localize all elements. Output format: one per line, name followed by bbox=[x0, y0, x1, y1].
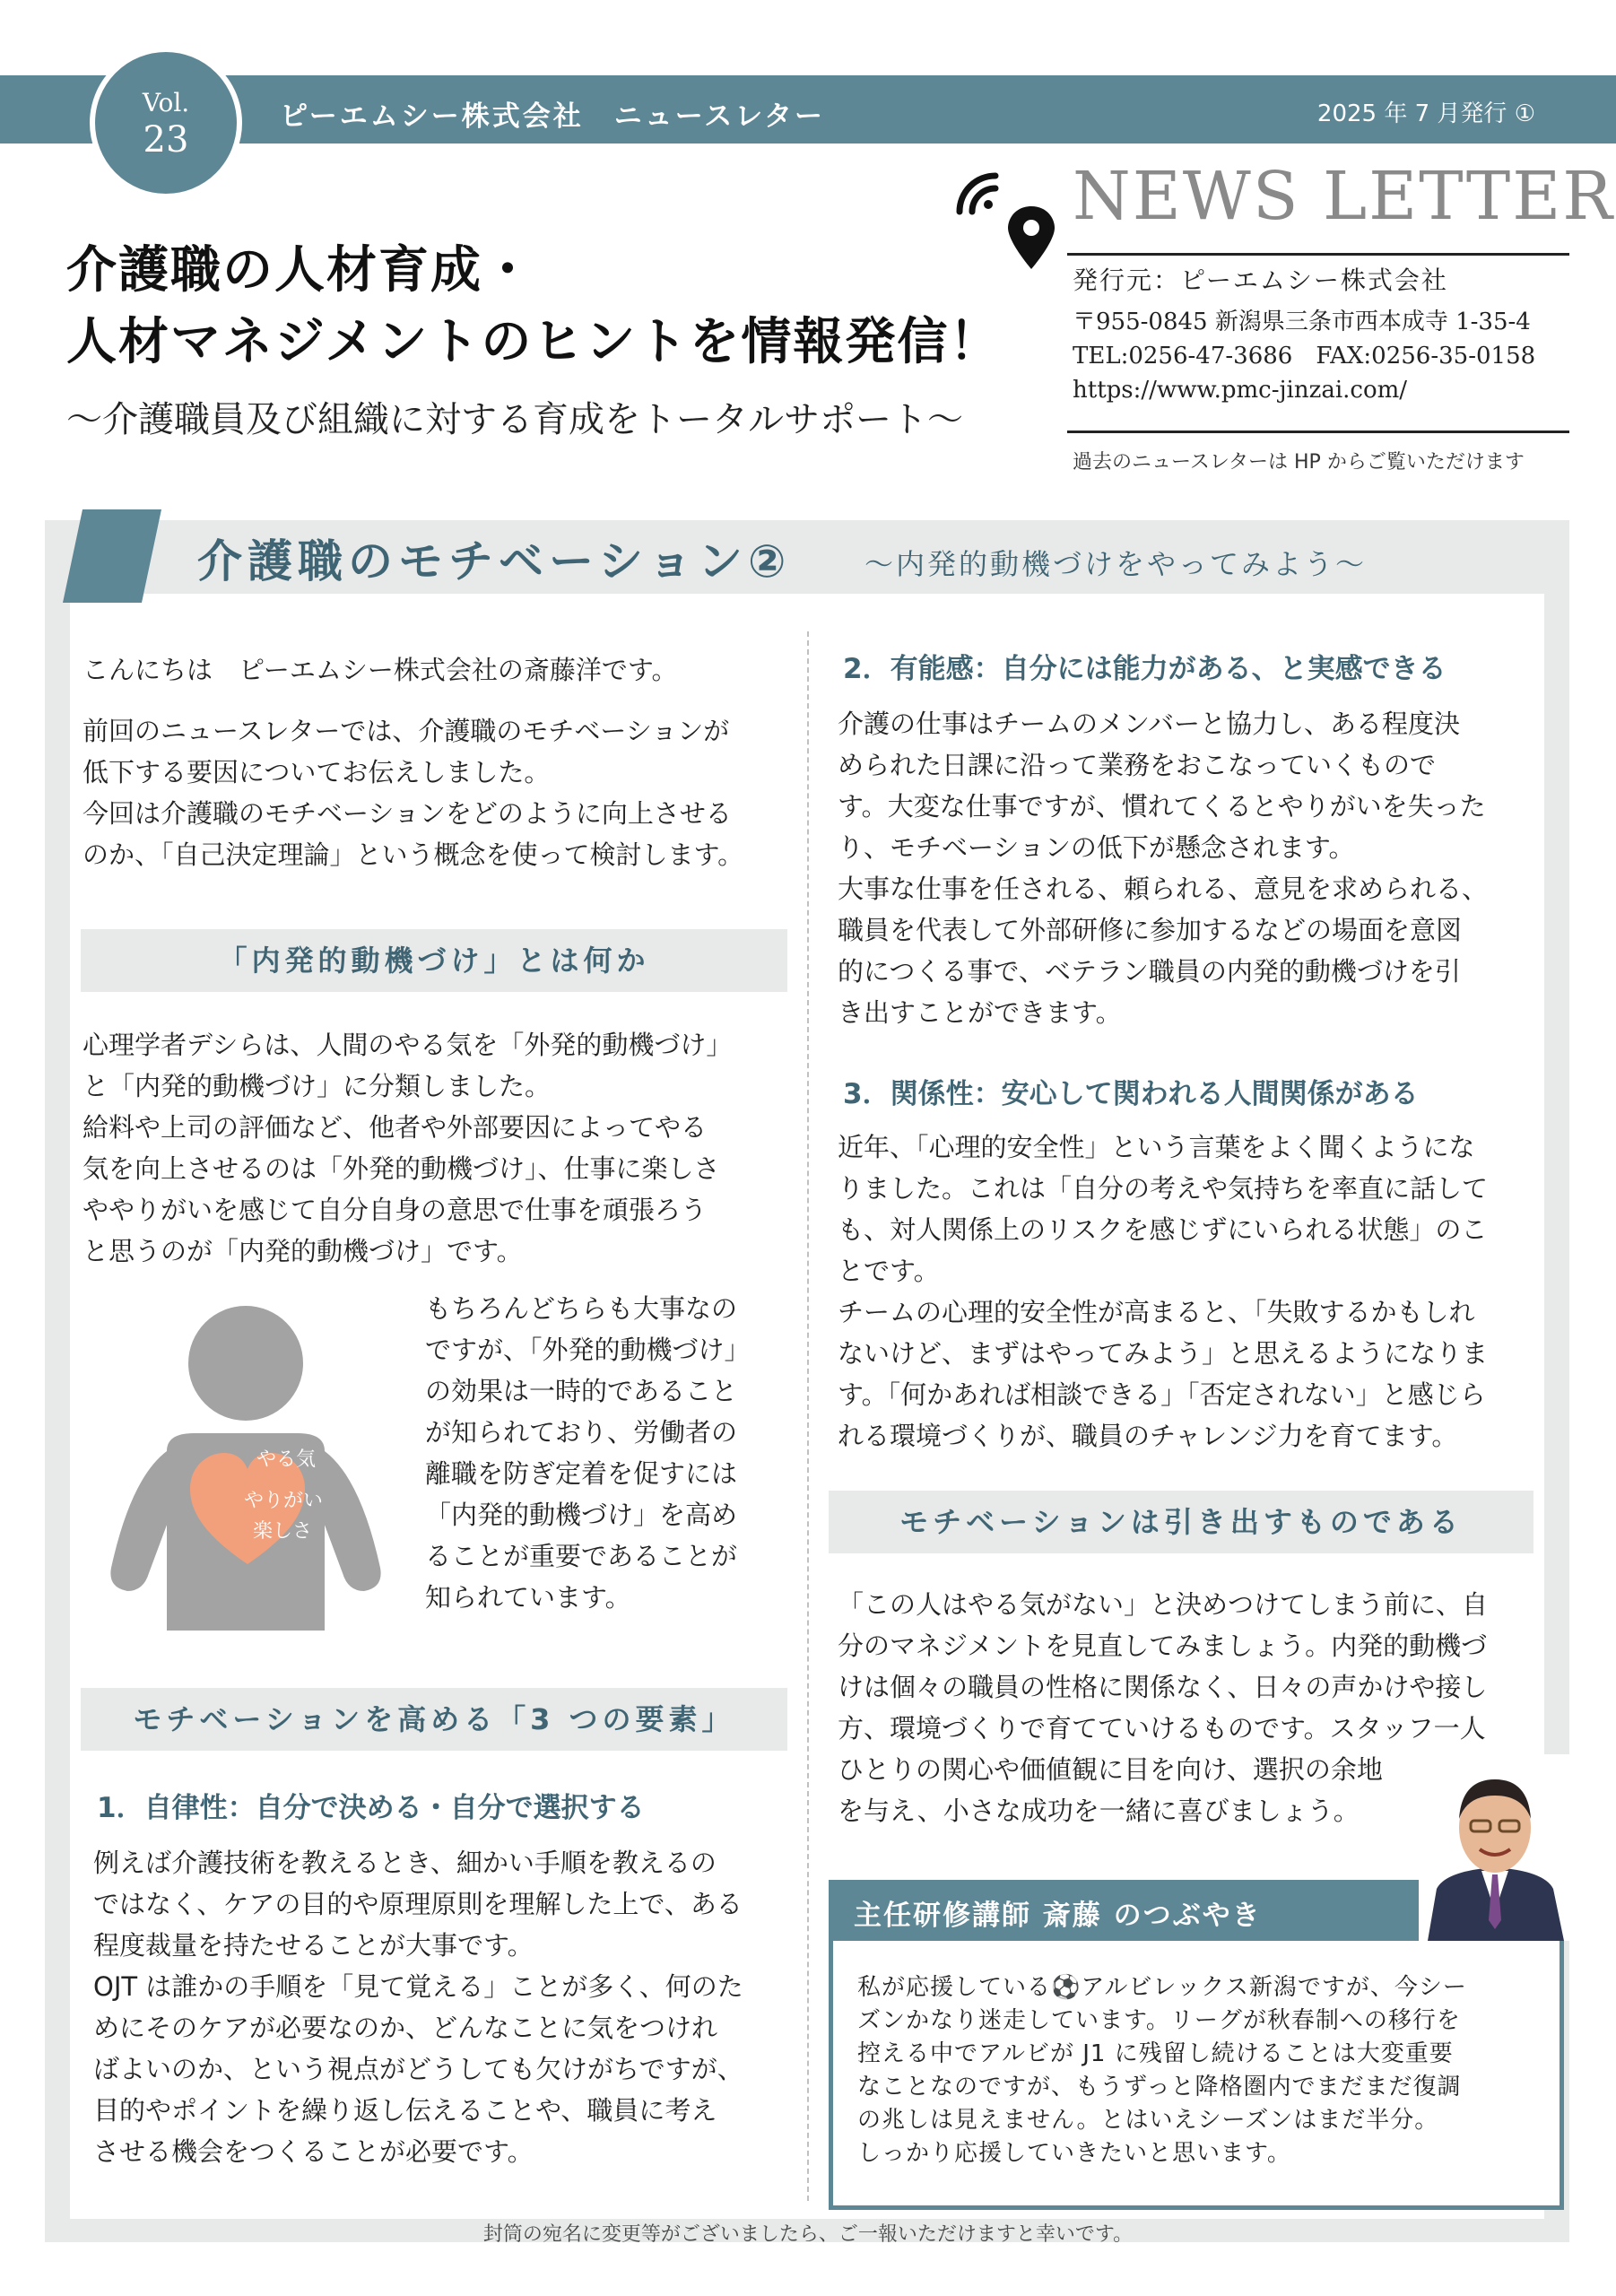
text-line: ひとりの関心や価値観に目を向け、選択の余地 bbox=[838, 1754, 1383, 1785]
intro-paragraph bbox=[83, 710, 743, 875]
greeting bbox=[83, 649, 678, 691]
text-line: す。「何かあれば相談できる」「否定されない」と感じら bbox=[838, 1379, 1486, 1410]
column-divider bbox=[807, 631, 809, 2201]
text-line: 目的やポイントを繰り返し伝えることや、職員に考え bbox=[93, 2095, 717, 2126]
text-line: もちろんどちらも大事なの bbox=[425, 1293, 738, 1324]
draw-out-paragraph bbox=[838, 1584, 1488, 1831]
text-line: が知られており、労働者の bbox=[425, 1417, 738, 1448]
publisher-address: 〒955-0845 新潟県三条市西本成寺 1-35-4 bbox=[1073, 309, 1531, 335]
text-line: 知られています。 bbox=[425, 1582, 631, 1613]
footer-note: 封筒の宛名に変更等がございましたら、ご一報いただけますと幸いです。 bbox=[482, 2223, 1134, 2246]
text-line: 離職を防ぎ定着を促すには bbox=[425, 1458, 738, 1489]
text-line: チームの心理的安全性が高まると、「失敗するかもしれ bbox=[838, 1297, 1475, 1327]
text-line: しっかり応援していきたいと思います。 bbox=[857, 2140, 1291, 2167]
issue-date: 2025 年 7 月発行 ① bbox=[1316, 100, 1535, 127]
greeting-text: こんにちは ピーエムシー株式会社の斎藤洋です。 bbox=[83, 655, 678, 685]
text-line: 例えば介護技術を教えるとき、細かい手順を教えるの bbox=[93, 1848, 717, 1878]
volume-label: Vol. bbox=[142, 88, 190, 117]
tweet-text bbox=[857, 1971, 1467, 2170]
text-line: 「内発的動機づけ」を高め bbox=[425, 1500, 738, 1530]
text-line: ではなく、ケアの目的や原理原則を理解した上で、ある bbox=[93, 1889, 743, 1919]
publisher-phone-fax: TEL:0256-47-3686 FAX:0256-35-0158 bbox=[1073, 343, 1536, 370]
text-line: とです。 bbox=[838, 1256, 940, 1286]
person-heart-illustration bbox=[104, 1299, 391, 1631]
subheadline: ～介護職員及び組織に対する育成をトータルサポート～ bbox=[66, 399, 963, 440]
text-line: す。大変な仕事ですが、慣れてくるとやりがいを失った bbox=[838, 791, 1486, 822]
point-1-heading: 1．自律性：自分で決める・自分で選択する bbox=[97, 1792, 645, 1824]
headline-line-2: 人材マネジメントのヒントを情報発信！ bbox=[66, 313, 1002, 371]
text-line: 程度裁量を持たせることが大事です。 bbox=[93, 1930, 534, 1961]
text-line: OJT は誰かの手順を「見て覚える」ことが多く、何のた bbox=[93, 1971, 743, 2002]
text-line: も、対人関係上のリスクを感じずにいられる状態」のこ bbox=[838, 1214, 1488, 1245]
text-line: なことなのですが、もうずっと降格圏内でまだまだ復調 bbox=[857, 2074, 1462, 2100]
heart-label: やりがい bbox=[244, 1490, 324, 1512]
text-line: ることが重要であることが bbox=[425, 1541, 738, 1571]
text-line: められた日課に沿って業務をおこなっていくもので bbox=[838, 750, 1437, 780]
company-newsletter-title: ピーエムシー株式会社 ニュースレター bbox=[280, 100, 825, 133]
publisher-name: 発行元：ピーエムシー株式会社 bbox=[1073, 265, 1448, 295]
text-line: き出すことができます。 bbox=[838, 997, 1122, 1028]
text-line: 職員を代表して外部研修に参加するなどの場面を意図 bbox=[838, 915, 1463, 945]
publisher-rule-top bbox=[1067, 253, 1569, 256]
section-subtitle: ～内発的動機づけをやってみよう～ bbox=[864, 547, 1368, 581]
text-line: と「内発的動機づけ」に分類しました。 bbox=[83, 1071, 552, 1101]
intrinsic-paragraph bbox=[83, 1024, 732, 1272]
text-line: 給料や上司の評価など、他者や外部要因によってやる bbox=[83, 1112, 708, 1143]
text-line: 近年、「心理的安全性」という言葉をよく聞くようにな bbox=[838, 1132, 1475, 1162]
text-line: ばよいのか、という視点がどうしても欠けがちですが、 bbox=[93, 2054, 743, 2084]
publisher-info bbox=[1073, 264, 1535, 407]
figure-side-paragraph bbox=[425, 1288, 751, 1618]
text-line: 心理学者デシらは、人間のやる気を「外発的動機づけ」 bbox=[83, 1030, 733, 1060]
text-line: の兆しは見えません。とはいえシーズンはまだ半分。 bbox=[857, 2107, 1439, 2134]
text-line: 方、環境づくりで育てていけるものです。スタッフ一人 bbox=[838, 1713, 1486, 1744]
past-issues-note: 過去のニュースレターは HP からご覧いただけます bbox=[1073, 451, 1525, 474]
text-line: 分のマネジメントを見直してみましょう。内発的動機づ bbox=[838, 1631, 1488, 1661]
text-line: 前回のニュースレターでは、介護職のモチベーションが bbox=[83, 716, 730, 746]
heading-three-elements: モチベーションを高める「3 つの要素」 bbox=[81, 1688, 787, 1751]
publisher-rule-bottom bbox=[1067, 430, 1569, 433]
text-line: 気を向上させるのは「外発的動機づけ」、仕事に楽しさ bbox=[83, 1153, 720, 1184]
text-line: ですが、「外発的動機づけ」 bbox=[425, 1335, 751, 1365]
text-line: れる環境づくりが、職員のチャレンジ力を育てます。 bbox=[838, 1421, 1458, 1451]
text-line: させる機会をつくることが必要です。 bbox=[93, 2136, 534, 2167]
volume-number: 23 bbox=[143, 119, 189, 161]
heading-draw-out-motivation: モチベーションは引き出すものである bbox=[829, 1491, 1533, 1553]
location-signal-icon bbox=[952, 172, 1060, 280]
text-line: 「この人はやる気がない」と決めつけてしまう前に、自 bbox=[838, 1589, 1489, 1620]
text-line: のか、「自己決定理論」という概念を使って検討します。 bbox=[83, 839, 744, 870]
text-line: と思うのが「内発的動機づけ」です。 bbox=[83, 1236, 523, 1266]
text-line: 低下する要因についてお伝えしました。 bbox=[83, 757, 551, 787]
text-line: 介護の仕事はチームのメンバーと協力し、ある程度決 bbox=[838, 709, 1460, 739]
text-line: ないけど、まずはやってみよう」と思えるようになりま bbox=[838, 1338, 1489, 1369]
text-line: 私が応援している⚽アルビレックス新潟ですが、今シー bbox=[857, 1974, 1467, 2001]
point-3-heading: 3．関係性：安心して関われる人間関係がある bbox=[843, 1078, 1419, 1110]
text-line: 的につくる事で、ベテラン職員の内発的動機づけを引 bbox=[838, 956, 1461, 987]
text-line: りました。これは「自分の考えや気持ちを率直に話して bbox=[838, 1173, 1489, 1204]
heart-label: やる気 bbox=[256, 1448, 317, 1471]
tweet-title: 主任研修講師 斎藤 のつぶやき bbox=[854, 1900, 1262, 1932]
text-line: 大事な仕事を任される、頼られる、意見を求められる、 bbox=[838, 874, 1489, 904]
section-title: 介護職のモチベーション② bbox=[197, 535, 792, 587]
volume-badge bbox=[90, 47, 242, 199]
text-line: の効果は一時的であること bbox=[425, 1376, 738, 1406]
text-line: を与え、小さな成功を一緒に喜びましょう。 bbox=[838, 1796, 1360, 1826]
text-line: ズンかなり迷走しています。リーグが秋春制への移行を bbox=[857, 2007, 1461, 2034]
headline bbox=[66, 235, 1001, 378]
heart-label: 楽しさ bbox=[253, 1520, 313, 1543]
publisher-website[interactable]: https://www.pmc-jinzai.com/ bbox=[1073, 377, 1408, 404]
point-2-heading: 2．有能感：自分には能力がある、と実感できる bbox=[843, 653, 1447, 685]
text-line: けは個々の職員の性格に関係なく、日々の声かけや接し bbox=[838, 1672, 1488, 1702]
point-2-paragraph bbox=[838, 703, 1488, 1033]
point-3-paragraph bbox=[838, 1126, 1488, 1457]
point-1-paragraph bbox=[93, 1842, 743, 2172]
instructor-portrait bbox=[1419, 1754, 1571, 1941]
newsletter-title: NEWS LETTER bbox=[1073, 158, 1615, 235]
text-line: 今回は介護職のモチベーションをどのように向上させる bbox=[83, 798, 732, 829]
text-line: り、モチベーションの低下が懸念されます。 bbox=[838, 832, 1355, 863]
text-line: ややりがいを感じて自分自身の意思で仕事を頑張ろう bbox=[83, 1195, 708, 1225]
text-line: 控える中でアルビが J1 に残留し続けることは大変重要 bbox=[857, 2040, 1454, 2067]
headline-line-1: 介護職の人材育成・ bbox=[66, 241, 534, 300]
heading-intrinsic-motivation: 「内発的動機づけ」とは何か bbox=[81, 929, 787, 992]
text-line: めにそのケアが必要なのか、どんなことに気をつけれ bbox=[93, 2013, 718, 2043]
